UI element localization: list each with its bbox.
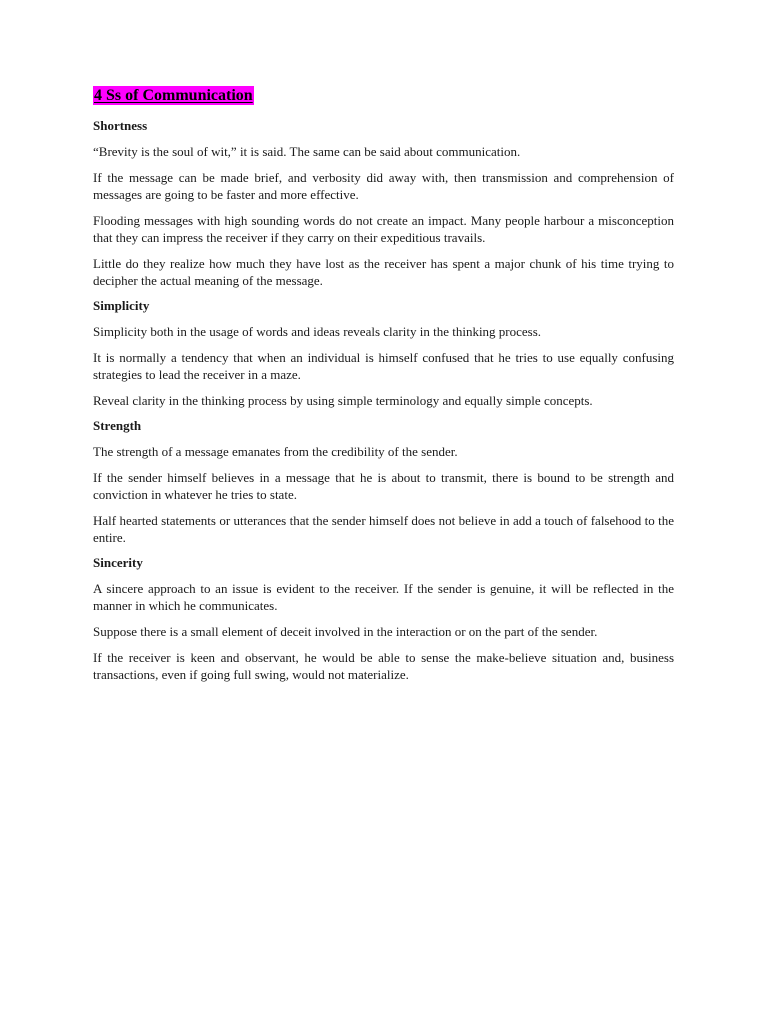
paragraph: “Brevity is the soul of wit,” it is said. The same can be said about communication. bbox=[93, 144, 521, 159]
paragraph: A sincere approach to an issue is evident to the receiver. If the sender is genuine, it will be reflected in the manner in which he communicates. bbox=[93, 581, 674, 613]
section-heading: Simplicity bbox=[93, 298, 150, 313]
section-shortness bbox=[93, 118, 674, 289]
paragraph: It is normally a tendency that when an individual is himself confused that he tries to use equally confusing strategies to lead the receiver in a maze. bbox=[93, 350, 674, 382]
paragraph: If the message can be made brief, and verbosity did away with, then transmission and comprehension of messages are going to be faster and more effective. bbox=[93, 170, 674, 202]
section-heading: Strength bbox=[93, 418, 142, 433]
paragraph: If the sender himself believes in a message that he is about to transmit, there is bound to be strength and conviction in whatever he tries to state. bbox=[93, 470, 674, 502]
section-strength bbox=[93, 418, 674, 546]
section-sincerity bbox=[93, 555, 674, 683]
paragraph: Half hearted statements or utterances that the sender himself does not believe in add a touch of falsehood to the entire. bbox=[93, 513, 674, 545]
section-heading: Shortness bbox=[93, 118, 148, 133]
paragraph: Little do they realize how much they have lost as the receiver has spent a major chunk of his time trying to decipher the actual meaning of the message. bbox=[93, 256, 674, 288]
paragraph: Simplicity both in the usage of words and ideas reveals clarity in the thinking process. bbox=[93, 324, 542, 339]
paragraph: Flooding messages with high sounding words do not create an impact. Many people harbour a misconception that they can impress the receiver if they carry on their expeditious travails. bbox=[93, 213, 674, 245]
paragraph: If the receiver is keen and observant, he would be able to sense the make-believe situation and, business transactions, even if going full swing, would not materialize. bbox=[93, 650, 674, 682]
section-heading: Sincerity bbox=[93, 555, 143, 570]
section-simplicity bbox=[93, 298, 674, 409]
paragraph: Suppose there is a small element of deceit involved in the interaction or on the part of the sender. bbox=[93, 624, 598, 639]
paragraph: The strength of a message emanates from the credibility of the sender. bbox=[93, 444, 458, 459]
paragraph: Reveal clarity in the thinking process by using simple terminology and equally simple concepts. bbox=[93, 393, 593, 408]
document-page bbox=[93, 86, 674, 692]
document-title: 4 Ss of Communication bbox=[94, 87, 253, 104]
